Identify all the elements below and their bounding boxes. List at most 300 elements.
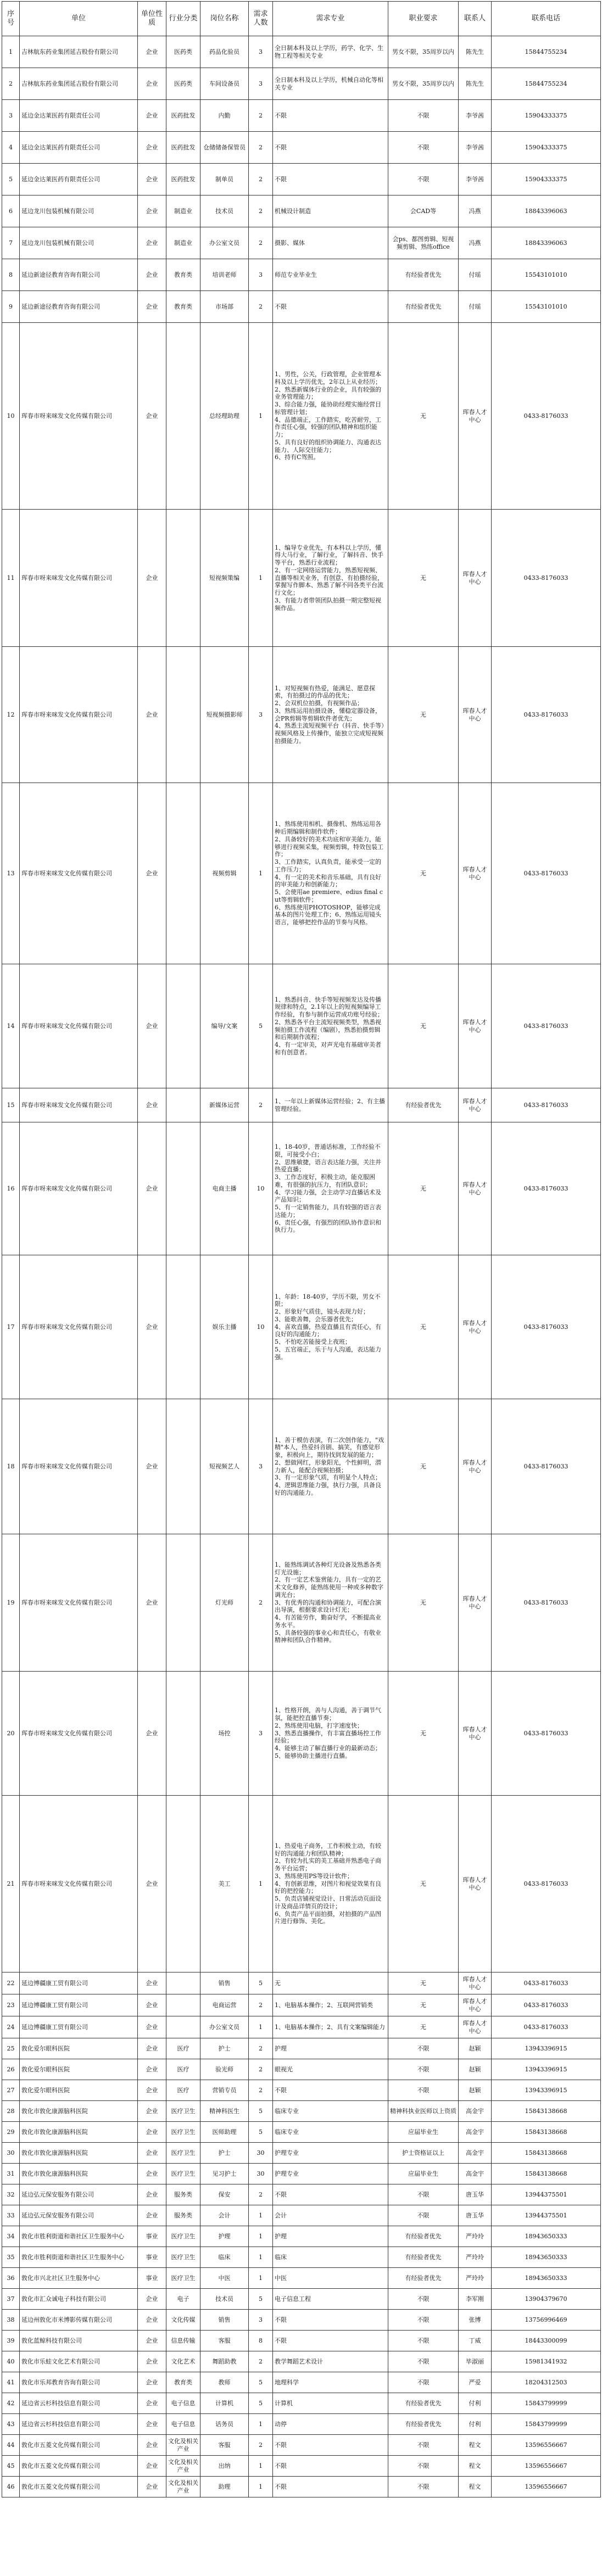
post-name: 娱乐主播 (200, 1255, 249, 1399)
contact-person: 张博 (459, 2310, 492, 2331)
contact-person: 冯燕 (459, 227, 492, 259)
unit-nature: 企业 (138, 1994, 166, 2016)
contact-phone: 0433-8176033 (492, 964, 601, 1088)
contact-phone: 18443300099 (492, 2331, 601, 2351)
contact-person: 李军刚 (459, 2289, 492, 2310)
industry: 医疗卫生 (166, 2164, 200, 2184)
contact-phone: 0433-8176033 (492, 2016, 601, 2038)
table-row (2, 1972, 601, 1994)
row-number: 36 (2, 2268, 20, 2289)
contact-person: 珲春人才中心 (459, 323, 492, 510)
table-row (2, 783, 601, 964)
job-requirement: 无 (388, 2016, 459, 2038)
job-requirement: 不限 (388, 2310, 459, 2331)
unit-nature: 企业 (138, 2456, 166, 2477)
column-header: 联系电话 (492, 2, 601, 36)
industry: 文化及相关产业 (166, 2435, 200, 2456)
table-row (2, 2268, 601, 2289)
post-name: 计算机 (200, 2393, 249, 2414)
headcount: 5 (249, 2289, 273, 2310)
post-name: 会计 (200, 2205, 249, 2226)
requirement-line: 3、工作踏实，认真负责，能承受一定的工作压力； (275, 858, 381, 873)
unit-name: 延边博疆康工贸有限公司 (20, 2016, 138, 2038)
row-number: 24 (2, 2016, 20, 2038)
unit-name: 延边省云杉科技信息有限公司 (20, 2414, 138, 2435)
row-number: 20 (2, 1672, 20, 1796)
table-row (2, 2080, 601, 2101)
requirement-line: 2、熟悉各平台主流短视频类型，熟悉视频拍摄工作流程（编剧），熟悉拍摄剪辑和后期制作流程； (275, 1018, 381, 1041)
headcount: 2 (249, 100, 273, 132)
unit-name: 珲春市呀来咪发文化传媒有限公司 (20, 1672, 138, 1796)
major-requirement (273, 510, 388, 647)
contact-person: 赵颖 (459, 2059, 492, 2080)
contact-person: 珲春人才中心 (459, 510, 492, 647)
contact-person: 珲春人才中心 (459, 964, 492, 1088)
industry (166, 1972, 200, 1994)
industry (166, 1534, 200, 1672)
major-requirement: 护理专业 (273, 2143, 388, 2164)
post-name: 舞蹈助教 (200, 2351, 249, 2372)
unit-name: 敦化市敦化康源脑科医院 (20, 2101, 138, 2122)
table-row (2, 2372, 601, 2393)
unit-name: 珲春市呀来咪发文化传媒有限公司 (20, 1088, 138, 1122)
requirement-line: 1、性格开朗，善与人沟通，善于调节气氛，能把控直播节奏； (275, 1707, 381, 1722)
major-requirement: 不限 (273, 291, 388, 323)
requirement-line: 5、具有良好的组织协调能力、沟通表达能力、人际交往能力； (275, 438, 381, 454)
industry (166, 783, 200, 964)
contact-phone: 18943650333 (492, 2226, 601, 2247)
table-row (2, 1122, 601, 1255)
major-requirement (273, 1122, 388, 1255)
requirement-line: 2、有一定网络运营能力，熟悉短视频、直播等相关业务，有创意、有拍摄经验，掌握写作脚本、熟悉了解不同各类平台流行文化； (275, 566, 383, 597)
contact-person: 程文 (459, 2477, 492, 2497)
post-name: 制单员 (200, 164, 249, 195)
job-requirement: 有经验者优先 (388, 1088, 459, 1122)
contact-person: 付瑶 (459, 259, 492, 291)
unit-nature: 企业 (138, 1255, 166, 1399)
job-requirement: 有经验者优先 (388, 2414, 459, 2435)
job-requirement: 有经验者优先 (388, 2268, 459, 2289)
unit-nature: 企业 (138, 2016, 166, 2038)
headcount: 3 (249, 259, 273, 291)
table-row (2, 1672, 601, 1796)
unit-name: 延边博疆康工贸有限公司 (20, 1994, 138, 2016)
job-requirement: 无 (388, 323, 459, 510)
table-row (2, 510, 601, 647)
headcount: 2 (249, 1994, 273, 2016)
table-row (2, 2393, 601, 2414)
table-row (2, 2414, 601, 2435)
contact-phone: 15543101010 (492, 291, 601, 323)
job-requirement: 会CAD等 (388, 195, 459, 227)
headcount: 5 (249, 2122, 273, 2143)
unit-nature: 事业 (138, 2226, 166, 2247)
headcount: 2 (249, 164, 273, 195)
unit-nature: 企业 (138, 2038, 166, 2059)
headcount: 30 (249, 2164, 273, 2184)
contact-person: 严玲玲 (459, 2226, 492, 2247)
row-number: 12 (2, 647, 20, 783)
requirement-line: 1、18-40岁，普通话标准，工作经验不限，可接受小白； (275, 1143, 381, 1158)
contact-person: 珲春人才中心 (459, 1088, 492, 1122)
row-number: 19 (2, 1534, 20, 1672)
contact-phone: 15904333375 (492, 164, 601, 195)
contact-phone: 15843138668 (492, 2101, 601, 2122)
contact-person: 陈先生 (459, 36, 492, 68)
row-number: 6 (2, 195, 20, 227)
post-name: 护理 (200, 2226, 249, 2247)
contact-person: 珲春人才中心 (459, 1255, 492, 1399)
requirement-line: 4、逻辑思维能力强，执行力强，具备良好的沟通能力。 (275, 1482, 381, 1496)
contact-person: 唐玉华 (459, 2184, 492, 2205)
requirement-line: 1、能熟练调试各种灯光设备及熟悉各类灯光设施； (275, 1561, 381, 1576)
post-name: 助理 (200, 2477, 249, 2497)
unit-name: 敦化市胜利街道和谐社区卫生服务中心 (20, 2247, 138, 2268)
industry (166, 647, 200, 783)
post-name: 灯光师 (200, 1534, 249, 1672)
major-requirement: 计算机 (273, 2393, 388, 2414)
contact-person: 严玲玲 (459, 2247, 492, 2268)
headcount: 5 (249, 2101, 273, 2122)
job-requirement: 不限 (388, 132, 459, 164)
contact-person: 珲春人才中心 (459, 647, 492, 783)
table-row (2, 323, 601, 510)
contact-person: 珲春人才中心 (459, 1972, 492, 1994)
headcount: 5 (249, 2393, 273, 2414)
requirement-line: 1、男性，公关，行政管理，企业管理本科及以上学历优先，2年以上从业经历； (275, 371, 381, 385)
contact-person: 赵颖 (459, 2038, 492, 2059)
contact-person: 严爱 (459, 2372, 492, 2393)
unit-name: 珲春市呀来咪发文化传媒有限公司 (20, 783, 138, 964)
row-number: 25 (2, 2038, 20, 2059)
headcount: 1 (249, 2456, 273, 2477)
headcount: 3 (249, 68, 273, 100)
requirement-line: 5、负责店铺视觉设计、日常活动页面设计及商品详情页的设计； (275, 1895, 381, 1910)
unit-name: 延边州敦化市米博影传媒有限公司 (20, 2310, 138, 2331)
table-row (2, 964, 601, 1088)
table-row (2, 1255, 601, 1399)
post-name: 验光师 (200, 2059, 249, 2080)
table-row (2, 2184, 601, 2205)
table-row (2, 1796, 601, 1972)
unit-nature: 事业 (138, 2268, 166, 2289)
unit-nature: 企业 (138, 2164, 166, 2184)
major-requirement: 不限 (273, 2080, 388, 2101)
column-header: 岗位名称 (200, 2, 249, 36)
industry: 医疗卫生 (166, 2101, 200, 2122)
row-number: 34 (2, 2226, 20, 2247)
column-header: 职业要求 (388, 2, 459, 36)
unit-name: 延边金达莱医药有限责任公司 (20, 132, 138, 164)
row-number: 32 (2, 2184, 20, 2205)
major-requirement (273, 323, 388, 510)
table-row (2, 2351, 601, 2372)
contact-phone: 13943396915 (492, 2059, 601, 2080)
job-requirement: 护士资格证以上 (388, 2143, 459, 2164)
row-number: 9 (2, 291, 20, 323)
industry (166, 1672, 200, 1796)
major-requirement: 不限 (273, 2435, 388, 2456)
unit-nature: 企业 (138, 2310, 166, 2331)
table-row (2, 2143, 601, 2164)
unit-nature: 企业 (138, 2351, 166, 2372)
table-row (2, 68, 601, 100)
table-row (2, 291, 601, 323)
contact-phone: 13756996469 (492, 2310, 601, 2331)
major-requirement: 无 (273, 1972, 388, 1994)
industry (166, 2016, 200, 2038)
contact-person: 高金宇 (459, 2101, 492, 2122)
post-name: 办公室文员 (200, 2016, 249, 2038)
unit-nature: 企业 (138, 964, 166, 1088)
job-requirement: 不限 (388, 2372, 459, 2393)
unit-name: 敦化市敦化康源脑科医院 (20, 2143, 138, 2164)
requirement-line: 4、有创新思维，对图片和视觉效果有良好的把控能力； (275, 1880, 381, 1895)
job-requirement: 精神科执业医师以上资质 (388, 2101, 459, 2122)
industry: 医疗 (166, 2080, 200, 2101)
post-name: 美工 (200, 1796, 249, 1972)
unit-name: 延边金达莱医药有限责任公司 (20, 100, 138, 132)
job-requirement: 不限 (388, 2205, 459, 2226)
unit-name: 敦化爱尔眼科医院 (20, 2059, 138, 2080)
major-requirement: 临床 (273, 2247, 388, 2268)
row-number: 14 (2, 964, 20, 1088)
headcount: 2 (249, 2351, 273, 2372)
row-number: 23 (2, 1994, 20, 2016)
job-requirement: 无 (388, 1672, 459, 1796)
industry: 教育类 (166, 259, 200, 291)
contact-phone: 0433-8176033 (492, 1534, 601, 1672)
table-row (2, 2289, 601, 2310)
table-row (2, 2205, 601, 2226)
post-name: 出纳 (200, 2456, 249, 2477)
headcount: 1 (249, 2226, 273, 2247)
row-number: 27 (2, 2080, 20, 2101)
contact-phone: 15543101010 (492, 259, 601, 291)
row-number: 17 (2, 1255, 20, 1399)
major-requirement: 摄影、媒体 (273, 227, 388, 259)
major-requirement (273, 647, 388, 783)
industry: 服务类 (166, 2184, 200, 2205)
industry (166, 1088, 200, 1122)
headcount: 5 (249, 1972, 273, 1994)
table-row (2, 132, 601, 164)
job-requirement: 有经验者优先 (388, 2226, 459, 2247)
row-number: 43 (2, 2414, 20, 2435)
unit-nature: 企业 (138, 68, 166, 100)
major-requirement (273, 1534, 388, 1672)
major-requirement (273, 1255, 388, 1399)
industry: 制造业 (166, 195, 200, 227)
job-requirement: 不限 (388, 2435, 459, 2456)
contact-phone: 0433-8176033 (492, 323, 601, 510)
row-number: 7 (2, 227, 20, 259)
column-header: 联系人 (459, 2, 492, 36)
contact-person: 珲春人才中心 (459, 1672, 492, 1796)
unit-name: 珲春市呀来咪发文化传媒有限公司 (20, 1399, 138, 1534)
requirement-line: 4、熟悉主流短视频平台（抖音、快手等）视频风格及上传操作，能独立完成短视频拍摄能力。 (275, 722, 384, 745)
contact-phone: 0433-8176033 (492, 1672, 601, 1796)
unit-nature: 企业 (138, 2205, 166, 2226)
table-row (2, 36, 601, 68)
job-requirement: 不限 (388, 2184, 459, 2205)
post-name: 话务员 (200, 2414, 249, 2435)
contact-person: 李爷茜 (459, 100, 492, 132)
unit-nature: 企业 (138, 510, 166, 647)
table-row (2, 2038, 601, 2059)
industry: 医药批发 (166, 100, 200, 132)
post-name: 车间设备员 (200, 68, 249, 100)
requirement-line: 5、五官端正，乐于与人沟通，表达能力强。 (275, 1345, 381, 1361)
industry (166, 1255, 200, 1399)
contact-phone: 0433-8176033 (492, 1255, 601, 1399)
headcount: 5 (249, 964, 273, 1088)
major-requirement (273, 1796, 388, 1972)
contact-phone: 0433-8176033 (492, 783, 601, 964)
headcount: 1 (249, 510, 273, 647)
unit-name: 珲春市呀来咪发文化传媒有限公司 (20, 1255, 138, 1399)
requirement-line: 2、熟练使用电脑，打字速度快； (275, 1722, 363, 1729)
major-requirement (273, 1672, 388, 1796)
table-row (2, 2456, 601, 2477)
unit-nature: 企业 (138, 195, 166, 227)
unit-nature: 企业 (138, 2101, 166, 2122)
job-requirement: 无 (388, 1972, 459, 1994)
table-body (2, 36, 601, 2497)
job-requirement: 无 (388, 647, 459, 783)
unit-name: 敦化市五菱文化传媒有限公司 (20, 2477, 138, 2497)
unit-nature: 企业 (138, 2331, 166, 2351)
job-table (2, 1, 601, 2497)
table-row (2, 2247, 601, 2268)
table-row (2, 2164, 601, 2184)
post-name: 编导/文案 (200, 964, 249, 1088)
contact-phone: 15844755234 (492, 36, 601, 68)
row-number: 5 (2, 164, 20, 195)
job-requirement: 不限 (388, 2080, 459, 2101)
table-row (2, 195, 601, 227)
row-number: 26 (2, 2059, 20, 2080)
industry: 医疗卫生 (166, 2247, 200, 2268)
requirement-line: 1、熟悉抖音、快手等短视频发达及传播规律和特点，2.1年以上的短视频编导工作经验，有参与制作运营成功账号经验； (275, 996, 383, 1018)
unit-nature: 企业 (138, 259, 166, 291)
headcount: 3 (249, 2310, 273, 2331)
table-row (2, 1534, 601, 1672)
row-number: 29 (2, 2122, 20, 2143)
job-requirement: 有经验者优先 (388, 2393, 459, 2414)
headcount: 3 (249, 647, 273, 783)
headcount: 1 (249, 2268, 273, 2289)
job-requirement: 不限 (388, 2331, 459, 2351)
major-requirement: 不限 (273, 164, 388, 195)
unit-nature: 企业 (138, 323, 166, 510)
job-requirement: 应届毕业生 (388, 2122, 459, 2143)
post-name: 短视频艺人 (200, 1399, 249, 1534)
unit-nature: 企业 (138, 164, 166, 195)
major-requirement: 地理科学 (273, 2372, 388, 2393)
unit-nature: 企业 (138, 1972, 166, 1994)
requirement-line: 3、熟练运用拍摄设备，懂稳定器设备，会PR剪辑等剪辑软件者优先； (275, 707, 381, 722)
unit-name: 吉林航东药业集团延吉股份有限公司 (20, 68, 138, 100)
unit-nature: 企业 (138, 2059, 166, 2080)
post-name: 仓储储备保管员 (200, 132, 249, 164)
post-name: 临床 (200, 2247, 249, 2268)
row-number: 41 (2, 2372, 20, 2393)
requirement-line: 4、学习能力强，会主动学习直播话术及产品知识； (275, 1188, 381, 1204)
row-number: 35 (2, 2247, 20, 2268)
requirement-line: 6、熟练使用PHOTOSHOP，能够完成基本的图片处理工作；6、熟练运用镜头语言，能够把控作品的节奏与风格。 (275, 903, 381, 926)
unit-nature: 企业 (138, 36, 166, 68)
job-requirement: 男女不限，35周岁以内 (388, 36, 459, 68)
unit-nature: 企业 (138, 2414, 166, 2435)
row-number: 10 (2, 323, 20, 510)
contact-person: 丁威 (459, 2331, 492, 2351)
post-name: 客服 (200, 2435, 249, 2456)
headcount: 2 (249, 132, 273, 164)
major-requirement: 不限 (273, 2310, 388, 2331)
headcount: 2 (249, 1534, 273, 1672)
contact-person: 程文 (459, 2456, 492, 2477)
table-row (2, 2122, 601, 2143)
table-row (2, 2435, 601, 2456)
column-header: 单位 (20, 2, 138, 36)
requirement-line: 6、责任心强，有强烈的团队协作意识和执行力。 (275, 1219, 381, 1234)
requirement-line: 1、熟练使用相机、摄像机、熟练运用各种后期编辑和制作软件； (275, 820, 381, 835)
table-row (2, 647, 601, 783)
unit-nature: 企业 (138, 227, 166, 259)
contact-phone: 18943650333 (492, 2247, 601, 2268)
contact-phone: 0433-8176033 (492, 1994, 601, 2016)
row-number: 28 (2, 2101, 20, 2122)
contact-person: 珲春人才中心 (459, 1994, 492, 2016)
row-number: 40 (2, 2351, 20, 2372)
table-row (2, 2059, 601, 2080)
post-name: 客服 (200, 2331, 249, 2351)
table-row (2, 2477, 601, 2497)
unit-nature: 企业 (138, 2372, 166, 2393)
requirement-line: 3、有能力者带领团队拍摄一期完整短视频作品。 (275, 596, 381, 612)
row-number: 18 (2, 1399, 20, 1534)
post-name: 短视频策编 (200, 510, 249, 647)
unit-nature: 企业 (138, 2477, 166, 2497)
headcount: 2 (249, 195, 273, 227)
major-requirement: 中医 (273, 2268, 388, 2289)
row-number: 8 (2, 259, 20, 291)
major-requirement: 临床专业 (273, 2101, 388, 2122)
major-requirement: 全日制本科及以上学历，机械自动化等相关专业 (273, 68, 388, 100)
major-requirement: 护理专业 (273, 2164, 388, 2184)
industry: 电子信息 (166, 2414, 200, 2435)
job-requirement: 无 (388, 1122, 459, 1255)
major-requirement: 眼视光 (273, 2059, 388, 2080)
contact-person: 高金宇 (459, 2164, 492, 2184)
contact-phone: 0433-8176033 (492, 1796, 601, 1972)
contact-phone: 13596556667 (492, 2456, 601, 2477)
post-name: 培训老师 (200, 259, 249, 291)
major-requirement: 电子信息工程 (273, 2289, 388, 2310)
headcount: 1 (249, 2247, 273, 2268)
unit-nature: 企业 (138, 783, 166, 964)
headcount: 2 (249, 2059, 273, 2080)
post-name: 见习护士 (200, 2164, 249, 2184)
major-requirement: 动停 (273, 2414, 388, 2435)
major-requirement (273, 783, 388, 964)
table-row (2, 2310, 601, 2331)
requirement-line: 2、熟悉新媒体行业的企业，具有较强的业务管理能力； (275, 385, 381, 401)
row-number: 33 (2, 2205, 20, 2226)
table-row (2, 164, 601, 195)
unit-name: 敦化市汇众诚电子科技有限公司 (20, 2289, 138, 2310)
